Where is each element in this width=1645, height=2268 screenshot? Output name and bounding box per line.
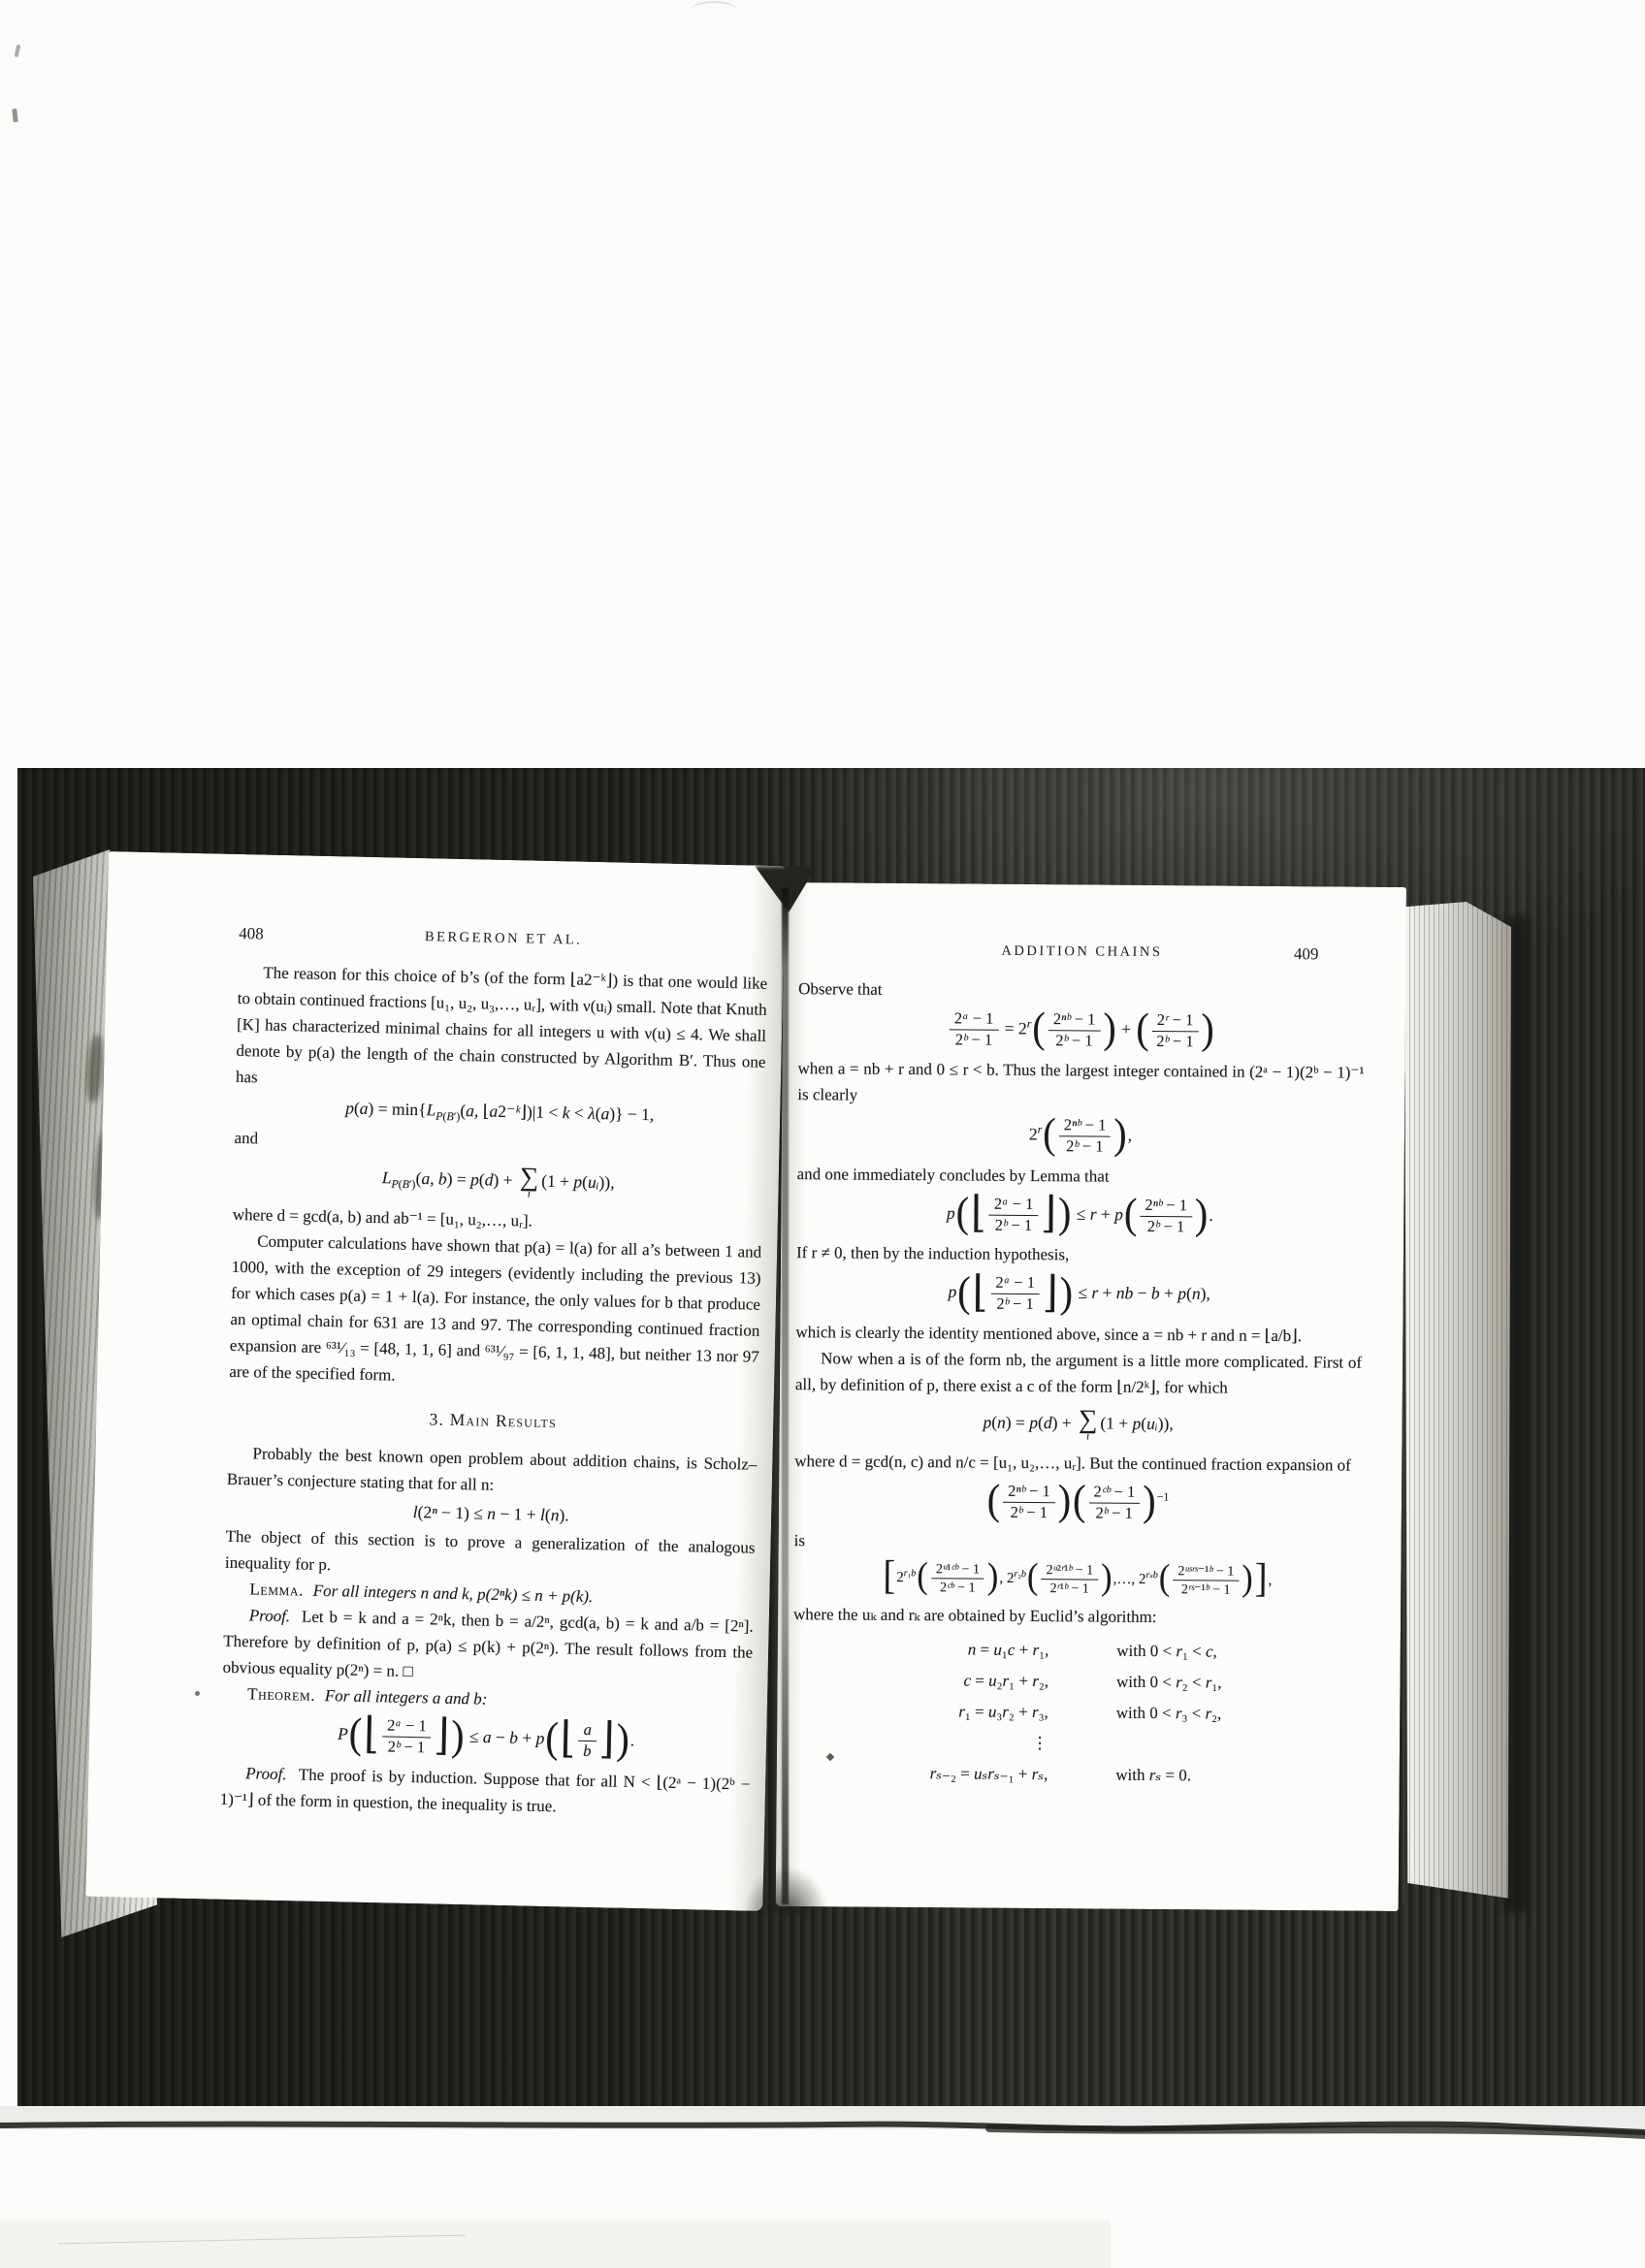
math-segment: ⌋ <box>1042 1267 1058 1317</box>
math-segment: ⌋ <box>598 1714 615 1764</box>
math-segment: ⌊ <box>560 1713 577 1763</box>
math-segment: P(B′) <box>435 1108 461 1124</box>
math-segment: + <box>1121 1019 1132 1039</box>
math-segment: $\frac{\text{2ⁿᵇ − 1}}{\text{2ᵇ − 1}}$ <box>1138 1197 1194 1236</box>
math-segment: ) <box>986 1555 999 1597</box>
equation-lhs: r₁ = u₃r₂ + r₃, <box>958 1702 1048 1722</box>
paragraph-label: Proof. <box>248 1606 303 1626</box>
right-page-body <box>792 975 1366 1790</box>
math-segment: $\frac{\text{2ⁿᵇ − 1}}{\text{2ᵇ − 1}}$ <box>1001 1483 1057 1522</box>
math-segment: ( <box>1072 1476 1086 1524</box>
display-equation <box>226 1498 756 1527</box>
math-segment: (1 + p(uᵢ)), <box>1100 1413 1174 1434</box>
math-segment: . <box>1209 1204 1213 1225</box>
math-segment: p <box>946 1202 955 1223</box>
paragraph: The reason for this choice of b’s (of the form ⌊a2⁻ᵏ⌋) is that one would like to obtain continued fractions [u₁, u₂, u₃,…, uᵣ], with ν(uᵢ) small. Note that Knuth [K] has characterized minimal chains for all integers u with ν(u) ≤ 4. We shall denote by p(a) the length of the chain constructed by Algorithm B′. Thus one has <box>235 963 768 1087</box>
math-segment: $\frac{\text{2ᶜᵇ − 1}}{\text{2ᵇ − 1}}$ <box>1086 1483 1142 1522</box>
math-segment: ) <box>1194 1189 1209 1238</box>
math-segment: ( <box>917 1554 929 1596</box>
math-segment: ( <box>955 1188 970 1236</box>
math-segment: ⌋ <box>1041 1188 1057 1237</box>
page-number: 409 <box>1293 944 1319 964</box>
math-segment: ∑ i <box>1078 1404 1098 1443</box>
math-segment: ( <box>957 1266 971 1316</box>
scan-shadow-line <box>0 2116 1645 2147</box>
equation-lhs: c = u₂r₁ + r₂, <box>963 1671 1049 1691</box>
paragraph-text: For all integers a and b: <box>324 1686 488 1709</box>
math-segment: p(a) = <box>344 1098 388 1119</box>
paragraph-label: Theorem. <box>246 1684 326 1706</box>
left-page-content <box>219 920 768 1824</box>
math-segment: ≤ r + p <box>1076 1203 1124 1224</box>
running-head: ADDITION CHAINS <box>1001 942 1163 961</box>
math-segment: , <box>1268 1572 1273 1588</box>
display-equation <box>796 1266 1363 1317</box>
left-page <box>85 851 785 1911</box>
math-segment: ≤ a − b + p <box>468 1726 545 1748</box>
math-segment: l(2ⁿ − 1) ≤ n − 1 + l(n). <box>412 1501 569 1525</box>
equation-condition: with 0 < r₁ < c, <box>1116 1641 1217 1661</box>
math-segment: −1 <box>1156 1489 1170 1504</box>
math-segment: $\frac{\text{2ʳ − 1}}{\text{2ᵇ − 1}}$ <box>1150 1011 1201 1051</box>
equation-condition: with rₛ = 0. <box>1115 1765 1192 1785</box>
math-segment: P <box>337 1723 349 1744</box>
math-segment: ) <box>615 1714 630 1764</box>
paragraph-label: Lemma. <box>249 1580 313 1600</box>
display-equation <box>794 1475 1361 1525</box>
paragraph: where d = gcd(a, b) and ab⁻¹ = [u₁, u₂,…, uᵣ]. <box>232 1204 533 1230</box>
math-segment: ) <box>450 1710 466 1760</box>
equation-lhs: rₛ₋₂ = uₛrₛ₋₁ + rₛ, <box>929 1764 1048 1784</box>
paragraph: Observe that <box>798 979 883 999</box>
paragraph: when a = nb + r and 0 ≤ r < b. Thus the largest integer contained in (2ᵃ − 1)(2ᵇ − 1)⁻¹ is clearly <box>797 1058 1365 1104</box>
paragraph: Now when a is of the form nb, the argument is a little more complicated. First of all, by definition of p, there exist a c of the form ⌊n/2ᵏ⌋, for which <box>794 1349 1363 1397</box>
paragraph-text: Let b = k and a = 2ⁿk, then b = a/2ⁿ, gcd(a, b) = k and a/b = [2ⁿ]. Therefore by definition of p, p(a) ≤ p(k) + p(2ⁿ). The result follows from the obvious equality p(2ⁿ) = n. □ <box>222 1607 754 1681</box>
math-segment: (1 + p(uᵢ)), <box>541 1170 615 1193</box>
math-segment: ( <box>1136 1004 1149 1053</box>
math-segment: r₁b <box>903 1567 917 1579</box>
display-equation <box>794 1404 1361 1445</box>
math-segment: ( <box>348 1709 363 1758</box>
paragraph: and <box>234 1128 259 1148</box>
equation-rows <box>792 1635 1360 1790</box>
paragraph-text: For all integers n and k, p(2ⁿk) ≤ n + p(k). <box>312 1581 594 1607</box>
left-page-body <box>219 959 767 1824</box>
math-segment: ,…, 2 <box>1113 1571 1146 1587</box>
scan-speck <box>12 109 17 122</box>
math-segment: rₛb <box>1145 1569 1158 1581</box>
math-segment: (a, ⌊a2⁻ᵏ⌋)|1 < k < λ(a)} − 1, <box>460 1100 655 1125</box>
paragraph-text: The proof is by induction. Suppose that for all N < ⌊(2ᵃ − 1)(2ᵇ − 1)⁻¹⌋ of the form in question, the inequality is true. <box>219 1765 751 1816</box>
paragraph-label: Proof. <box>245 1764 300 1784</box>
math-segment: ) <box>1057 1188 1072 1237</box>
display-equation <box>233 1158 763 1206</box>
math-segment: $\frac{\text{2ᵘ²ʳ¹ᵇ − 1}}{\text{2ʳ¹ᵇ − 1}}$ <box>1039 1562 1100 1597</box>
math-segment: ) <box>1113 1109 1127 1159</box>
math-segment: ) <box>1057 1476 1072 1524</box>
math-segment: ⌊ <box>363 1709 380 1758</box>
paragraph: is <box>793 1530 806 1549</box>
right-page <box>776 882 1406 1911</box>
gutter-shadow <box>782 888 789 1904</box>
math-segment: ) <box>1103 1004 1116 1053</box>
math-segment: L <box>381 1167 392 1188</box>
math-segment: min <box>391 1099 419 1120</box>
scan-gray-band <box>0 2220 1111 2268</box>
paragraph: where d = gcd(n, c) and n/c = [u₁, u₂,…, uᵣ]. But the continued fraction expansion of <box>794 1452 1351 1475</box>
display-equation <box>793 1552 1360 1602</box>
left-page-header <box>239 920 768 957</box>
running-head: BERGERON ET AL. <box>424 929 583 948</box>
math-segment: ) <box>1100 1556 1113 1598</box>
math-segment: ) <box>1143 1476 1156 1525</box>
paragraph: If r ≠ 0, then by the induction hypothesis, <box>795 1243 1070 1264</box>
equation-lhs: n = u₁c + r₁, <box>967 1640 1049 1660</box>
page-number: 408 <box>238 923 264 943</box>
math-segment: ∑ i <box>519 1162 539 1200</box>
math-segment: p <box>948 1282 957 1302</box>
math-segment: ( <box>1043 1108 1056 1158</box>
math-segment: ⌊ <box>972 1266 988 1316</box>
math-segment: r₂b <box>1014 1568 1027 1580</box>
math-segment: , 2 <box>999 1570 1015 1586</box>
math-segment: ( <box>1158 1556 1171 1598</box>
math-segment: r <box>1026 1016 1032 1031</box>
equation-condition: with 0 < r₃ < r₂, <box>1115 1703 1222 1723</box>
math-segment: 2 <box>1028 1124 1038 1144</box>
math-segment: ] <box>1254 1555 1268 1602</box>
math-segment: ) <box>1201 1005 1214 1053</box>
math-segment: {L <box>417 1100 436 1120</box>
display-equation <box>797 1108 1364 1159</box>
display-equation <box>798 1004 1365 1053</box>
equation-condition <box>1115 1731 1221 1758</box>
display-equation <box>796 1188 1363 1238</box>
math-segment: ( <box>1026 1555 1039 1597</box>
paragraph: where the uₖ and rₖ are obtained by Euclid’s algorithm: <box>792 1605 1157 1627</box>
gutter-bottom-shadow <box>743 1866 828 1914</box>
math-segment: , <box>1127 1125 1133 1145</box>
display-equation <box>235 1097 764 1130</box>
math-segment: $\frac{\text{2ⁿᵇ − 1}}{\text{2ᵇ − 1}}$ <box>1057 1116 1113 1156</box>
math-segment: 2 <box>896 1569 904 1585</box>
paragraph <box>222 1602 754 1692</box>
math-segment: $\frac{\text{2ᵃ − 1}}{\text{2ᵇ − 1}}$ <box>948 1009 1001 1049</box>
math-segment: ) <box>1242 1557 1253 1599</box>
math-segment: $\frac{\text{2ᵃ − 1}}{\text{2ᵇ − 1}}$ <box>988 1274 1042 1314</box>
math-segment: $\frac{\text{2ᵘ¹ᶜᵇ − 1}}{\text{2ᶜᵇ − 1}}$ <box>929 1561 986 1596</box>
scan-speck <box>15 45 21 58</box>
math-segment: [ <box>883 1552 896 1599</box>
equation-condition: with 0 < r₂ < r₁, <box>1115 1672 1222 1692</box>
paragraph: which is clearly the identity mentioned above, since a = nb + r and n = ⌊a/b⌋. <box>795 1323 1303 1346</box>
right-page-content <box>792 937 1366 1798</box>
paragraph: Probably the best known open problem about addition chains, is Scholz–Brauer’s conjecture stating that for all n: <box>226 1444 758 1494</box>
math-segment: ⌊ <box>970 1188 986 1236</box>
equation-lhs: ⋮ <box>1031 1734 1048 1753</box>
math-segment: $\frac{a}{b}$ <box>576 1721 598 1761</box>
math-segment: ( <box>544 1713 560 1762</box>
display-equation <box>221 1709 752 1765</box>
math-segment: ( <box>1123 1189 1138 1237</box>
math-segment: $\frac{\text{2ⁿᵇ − 1}}{\text{2ᵇ − 1}}$ <box>1047 1010 1103 1050</box>
paragraph <box>219 1760 750 1824</box>
math-segment: ≤ r + nb − b + p(n), <box>1078 1283 1210 1304</box>
math-segment: (a, b) = p(d) + <box>415 1167 513 1191</box>
paragraph: Computer calculations have shown that p(a) = l(a) for all a’s between 1 and 1000, with the exception of 29 integers (evidently including the previous 13) for which cases p(a) = 1 + l(a). For instance, the only values for b that produce an optimal chain for 631 are 13 and 97. The corresponding continued fraction expansion are ⁶³¹⁄₁₃ = [48, 1, 1, 6] and ⁶³¹⁄₉₇ = [6, 1, 1, 48], but neither 13 nor 97 are of the specified form. <box>229 1231 762 1385</box>
math-segment: r <box>1037 1122 1043 1136</box>
paragraph: The object of this section is to prove a generalization of the analogous inequality for p. <box>224 1526 756 1575</box>
math-segment: p(n) = p(d) + <box>983 1412 1072 1433</box>
right-page-header <box>798 937 1365 967</box>
math-segment: ⌋ <box>433 1710 450 1760</box>
book-right-page-edges <box>1404 902 1511 1908</box>
math-segment: P(B′) <box>391 1176 416 1192</box>
math-segment: = 2 <box>1004 1018 1027 1038</box>
scan-mark <box>691 1 737 13</box>
math-segment: ( <box>1032 1004 1046 1052</box>
math-segment: ) <box>1059 1267 1074 1317</box>
math-segment: ( <box>986 1475 1001 1524</box>
section-heading: 3. Main Results <box>429 1409 558 1431</box>
math-segment: . <box>629 1730 635 1750</box>
math-segment: $\frac{\text{2ᵃ − 1}}{\text{2ᵇ − 1}}$ <box>379 1716 433 1757</box>
math-segment: $\frac{\text{2ᵃ − 1}}{\text{2ᵇ − 1}}$ <box>987 1195 1041 1234</box>
math-segment: $\frac{\text{2ᵘˢʳˢ⁻¹ᵇ − 1}}{\text{2ʳˢ⁻¹ᵇ − 1}}$ <box>1171 1563 1241 1598</box>
paragraph: and one immediately concludes by Lemma that <box>796 1164 1110 1186</box>
margin-mark <box>195 1691 200 1696</box>
